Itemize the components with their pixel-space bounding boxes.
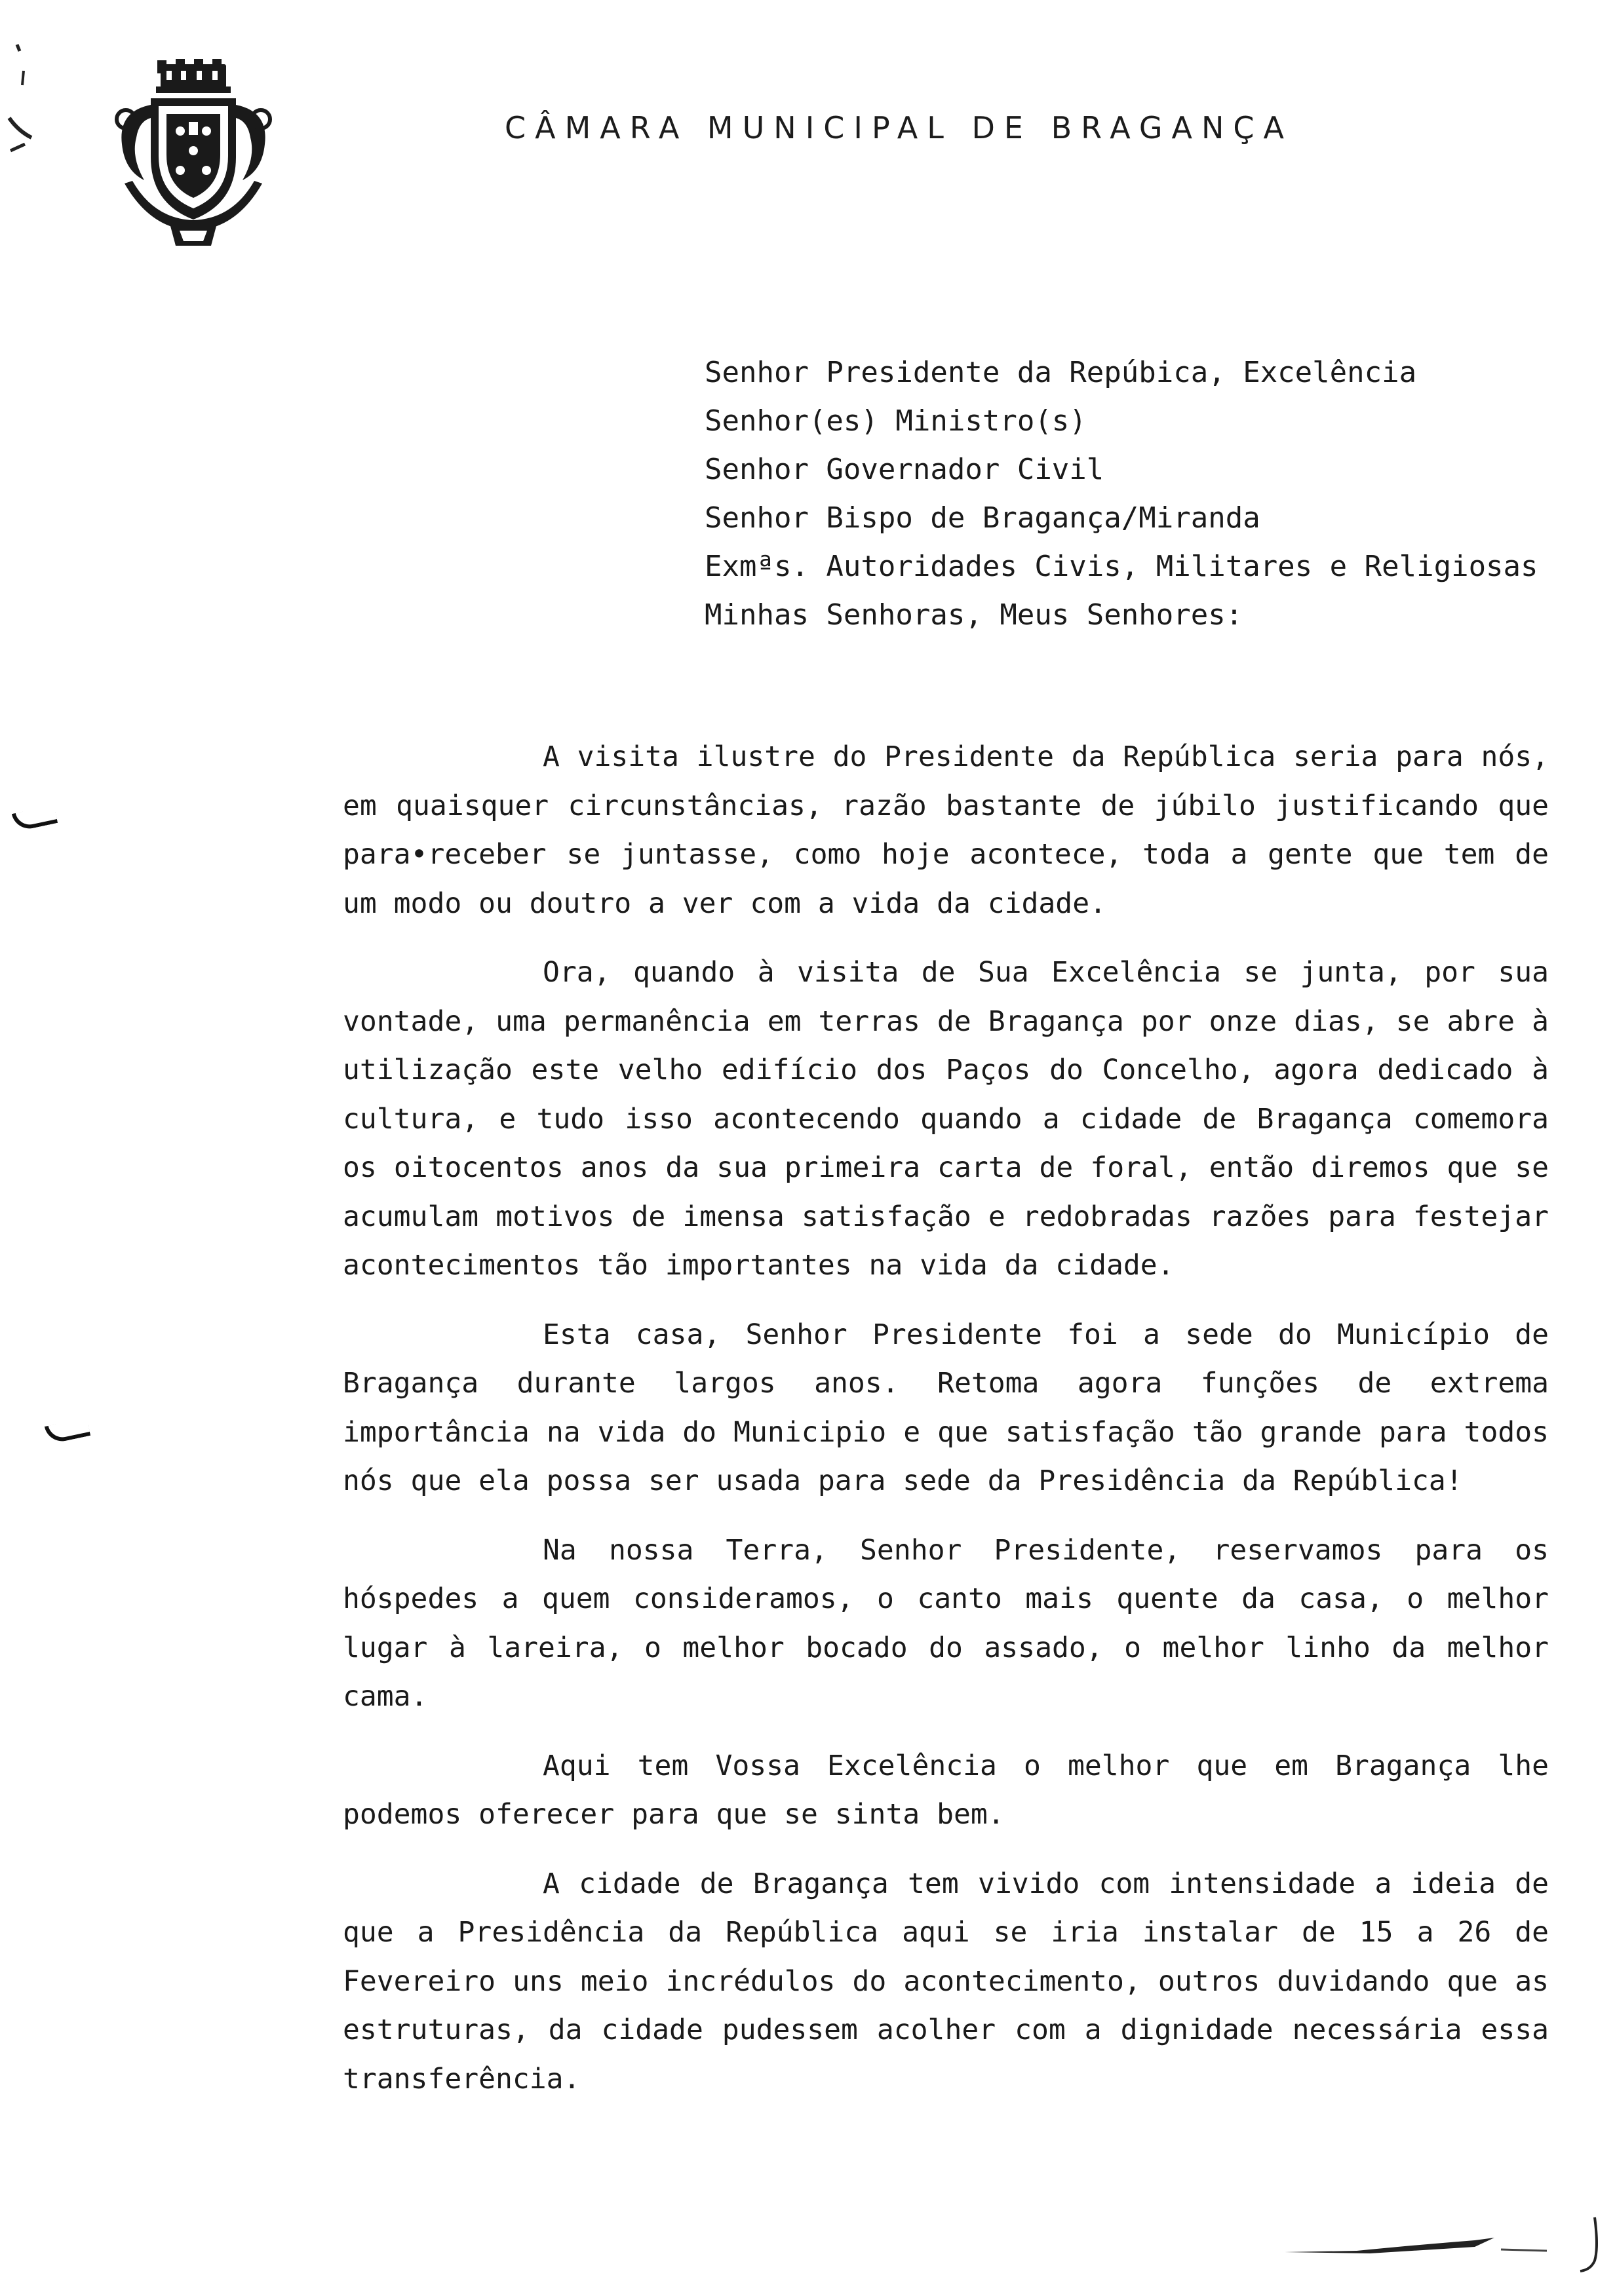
body-paragraph: A cidade de Bragança tem vivido com intensidade a ideia de que a Presidência da República aqui se iria instalar de 15 a 26 de Fevereiro uns meio incrédulos do acontecimento, outros duvidando que as estruturas, da cidade pudessem acolher com a dignidade necessária essa transferência. <box>343 1867 1549 2095</box>
salutation-line: Exmªs. Autoridades Civis, Militares e Religiosas <box>705 550 1538 583</box>
salutation-line: Senhor Presidente da Repúbica, Excelência <box>705 356 1417 389</box>
body-paragraph: Na nossa Terra, Senhor Presidente, reservamos para os hóspedes a quem consideramos, o canto mais quente da casa, o melhor lugar à lareira, o melhor bocado do assado, o melhor linho da melhor cama. <box>343 1533 1549 1713</box>
body-paragraph: Ora, quando à visita de Sua Excelência se junta, por sua vontade, uma permanência em terras de Bragança por onze dias, se abre à utilização este velho edifício dos Paços do Concelho, agora dedicado à cultura, e tudo isso acontecendo quando a cidade de Bragança comemora os oitocentos anos da sua primeira carta de foral, então diremos que se acumulam motivos de imensa satisfação e redobradas razões para festejar acontecimentos tão importantes na vida da cidade. <box>343 956 1549 1282</box>
salutation-block <box>705 349 1538 640</box>
letter-body <box>343 733 1575 2124</box>
pen-mark <box>1576 2215 1603 2274</box>
municipal-crest-icon <box>98 59 288 249</box>
salutation-line: Senhor(es) Ministro(s) <box>705 404 1087 438</box>
letterhead-title: CÂMARA MUNICIPAL DE BRAGANÇA <box>505 110 1293 145</box>
body-paragraph: Aqui tem Vossa Excelência o melhor que em Bragança lhe podemos oferecer para que se sinta bem. <box>343 1749 1549 1831</box>
salutation-line: Senhor Governador Civil <box>705 453 1104 486</box>
margin-mark <box>45 1417 90 1444</box>
pen-mark <box>5 39 38 157</box>
ink-smudge <box>1278 2231 1553 2257</box>
salutation-line: Minhas Senhoras, Meus Senhores: <box>705 598 1243 632</box>
salutation-line: Senhor Bispo de Bragança/Miranda <box>705 501 1260 535</box>
body-paragraph: Esta casa, Senhor Presidente foi a sede do Município de Bragança durante largos anos. Retoma agora funções de extrema importância na vida do Municipio e que satisfação tão grande para todos nós que ela possa ser usada para sede da Presidência da República! <box>343 1318 1549 1497</box>
margin-mark <box>12 805 58 832</box>
body-paragraph: A visita ilustre do Presidente da República seria para nós, em quaisquer circunstâncias, razão bastante de júbilo justificando que para•receber se juntasse, como hoje acontece, toda a gente que tem de um modo ou doutro a ver com a vida da cidade. <box>343 740 1549 920</box>
